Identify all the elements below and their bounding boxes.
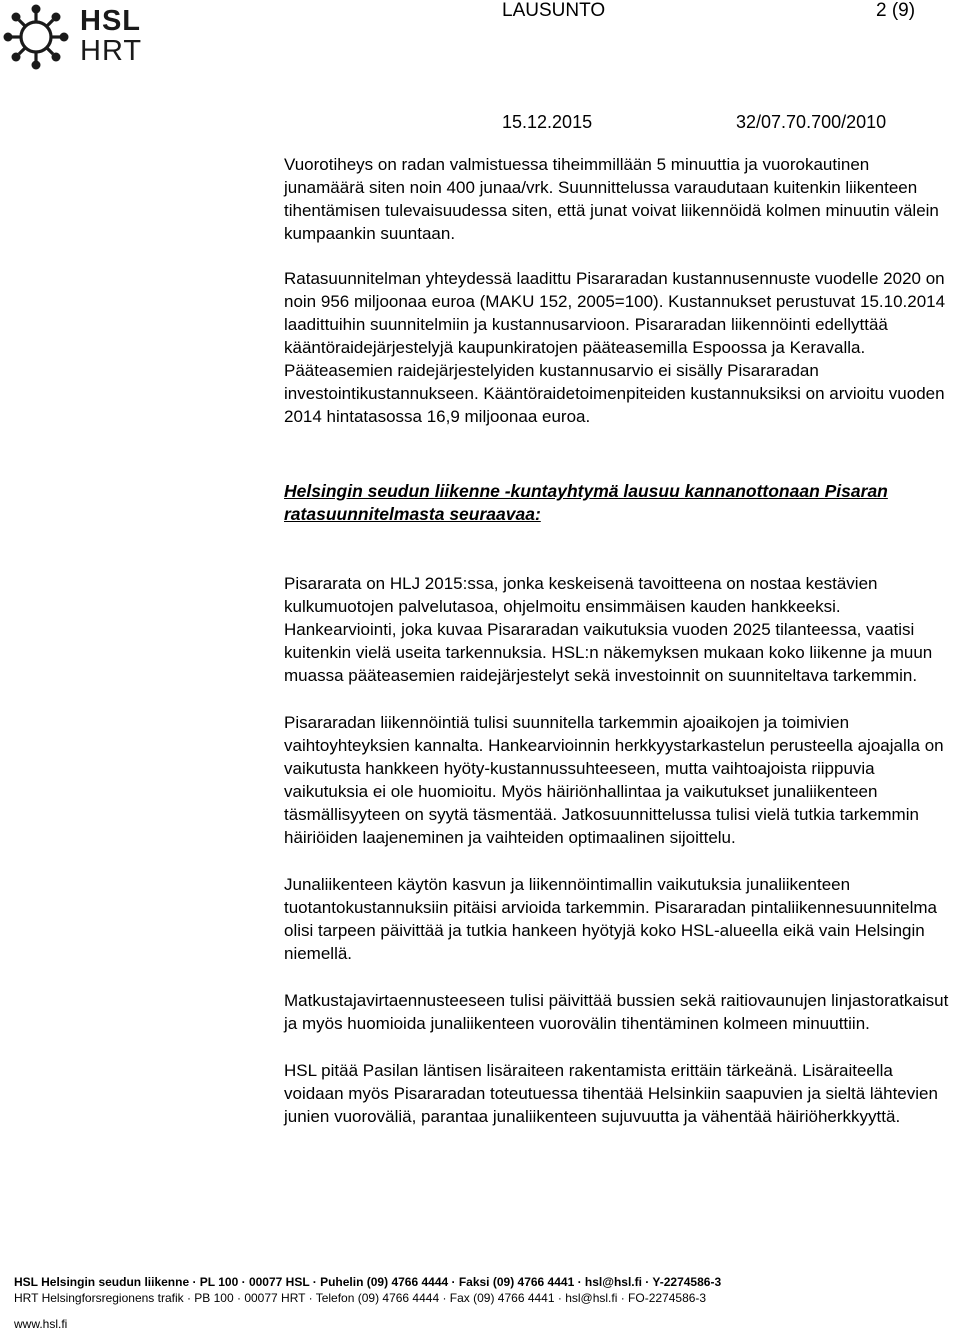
- logo-line-hrt: HRT: [80, 35, 143, 67]
- logo-wordmark: [80, 6, 142, 66]
- section-heading: Helsingin seudun liikenne -kuntayhtymä lausuu kannanottonaan Pisaran ratasuunnitelmasta seuraavaa:: [284, 481, 888, 524]
- paragraph-3: Pisararata on HLJ 2015:ssa, jonka keskeisenä tavoitteena on nostaa kestävien kulkumuotojen palvelutasoa, ohjelmoitu ensimmäisen kauden hankkeeksi. Hankearviointi, joka kuvaa Pisararadan vaikutuksia vuoden 2025 tilanteessa, vaatisi kuitenkin vielä useita tarkennuksia. HSL:n näkemyksen mukaan koko liikenne ja muun muassa pääteasemien raidejärjestelyt sekä investoinnit on suunniteltava tarkemmin.: [284, 574, 933, 685]
- hsl-logo: [0, 0, 180, 72]
- paragraph-6: Matkustajavirtaennusteeseen tulisi päivittää bussien sekä raitiovaunujen linjastoratkaisut ja myös huomioida junaliikenteen vuorovälin tihentäminen kolmeen minuuttiin.: [284, 991, 949, 1033]
- document-body: [284, 153, 952, 1128]
- document-type: LAUSUNTO: [502, 0, 606, 21]
- page-number: 2 (9): [876, 0, 916, 21]
- footer-website-link[interactable]: www.hsl.fi: [14, 1317, 68, 1331]
- page-footer: [14, 1274, 721, 1332]
- footer-line-finnish: HSL Helsingin seudun liikenne · PL 100 · 00077 HSL · Puhelin (09) 4766 4444 · Faksi (09) 4766 4441 · hsl@hsl.fi · Y-2274586-3: [14, 1275, 722, 1289]
- paragraph-4: Pisararadan liikennöintiä tulisi suunnitella tarkemmin ajoaikojen ja toimivien vaihtoyhteyksien kannalta. Hankearvioinnin herkkyystarkastelun perusteella ajoajalla on vaikutusta hankkeen hyöty-kustannussuhteeseen, mutta vaihtoajoista riippuvia vaikutuksia ei ole huomioitu. Myös häiriönhallintaa ja vaikutukset junaliikenteen täsmällisyyteen on syytä täsmentää. Jatkosuunnittelussa tulisi vielä tutkia tarkemmin häiriöiden laajeneminen ja vaihteiden optimaalinen sijoittelu.: [284, 713, 944, 847]
- paragraph-2: Ratasuunnitelman yhteydessä laadittu Pisararadan kustannusennuste vuodelle 2020 on noin 956 miljoonaa euroa (MAKU 152, 2005=100). Kustannukset perustuvat 15.10.2014 laadittuihin suunnitelmiin ja kustannusarvioon. Pisararadan liikennöinti edellyttää kääntöraidejärjestelyjä kaupunkiratojen pääteasemilla Espoossa ja Keravalla. Pääteasemien raidejärjestelyiden kustannusarvio ei sisälly Pisararadan investointikustannukseen. Kääntöraidetoimenpiteiden kustannuksiksi on arvioitu vuoden 2014 hintatasossa 16,9 miljoonaa euroa.: [284, 269, 946, 426]
- logo-line-hsl: HSL: [80, 5, 141, 37]
- document-date: 15.12.2015: [502, 112, 593, 132]
- paragraph-1: Vuorotiheys on radan valmistuessa tiheimmillään 5 minuuttia ja vuorokautinen junamäärä siten noin 400 junaa/vrk. Suunnittelussa varaudutaan kuitenkin liikenteen tihentämisen tulevaisuudessa siten, että junat voivat liikennöidä kolmen minuutin välein kumpaankin suuntaan.: [284, 155, 939, 243]
- paragraph-5: Junaliikenteen käytön kasvun ja liikennöintimallin vaikutuksia junaliikenteen tuotantokustannuksiin pitäisi arvioida tarkemmin. Pisararadan pintaliikennesuunnitelma olisi tarpeen päivittää ja tutkia hankeen hyötyjä koko HSL-alueella eikä vain Helsingin niemellä.: [284, 875, 937, 963]
- paragraph-7: HSL pitää Pasilan läntisen lisäraiteen rakentamista erittäin tärkeänä. Lisäraiteella voidaan myös Pisararadan toteutuessa tihentää Helsinkiin saapuvien ja sieltä lähtevien junien vuoroväliä, parantaa junaliikenteen sujuvuutta ja vähentää häiriöherkkyyttä.: [284, 1061, 938, 1126]
- hsl-molecule-icon: [0, 2, 72, 72]
- document-reference: 32/07.70.700/2010: [736, 112, 887, 132]
- footer-line-swedish: HRT Helsingforsregionens trafik · PB 100 · 00077 HRT · Telefon (09) 4766 4444 · Fax (09) 4766 4441 · hsl@hsl.fi · FO-2274586-3: [14, 1291, 707, 1305]
